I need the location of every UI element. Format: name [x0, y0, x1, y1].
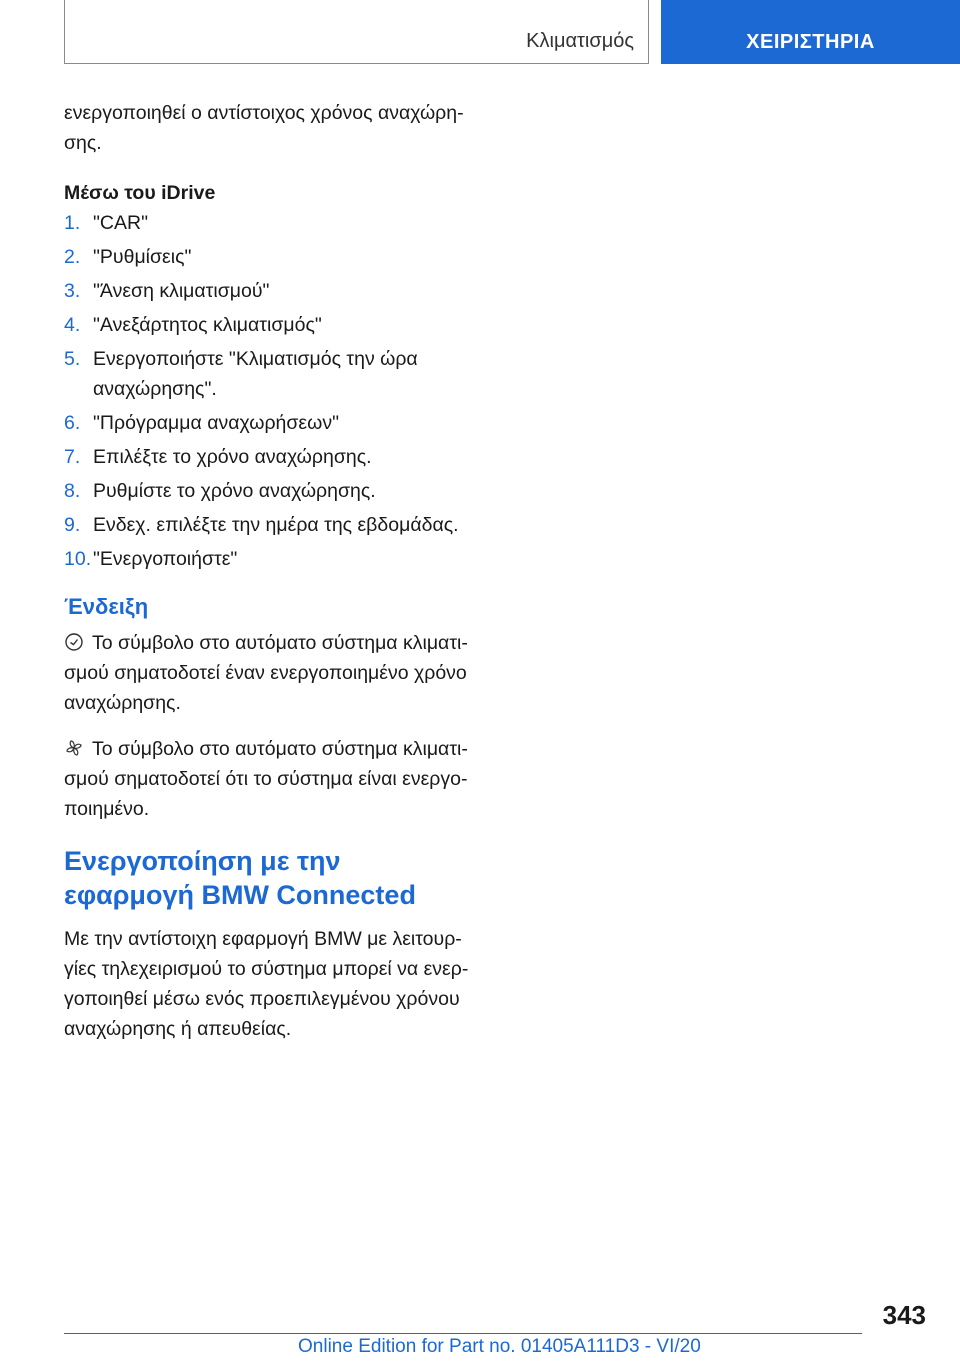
- step-item: [64, 544, 472, 574]
- section-body: Με την αντίστοιχη εφαρμογή BMW με λειτουρ-γίες τηλεχειρισμού το σύστημα μπορεί να ενερ-γοποιηθεί μέσω ενός προεπιλεγμένου χρόνου αναχώρησης ή απευθείας.: [64, 928, 469, 1040]
- main-column: [64, 98, 472, 1044]
- header-chapter-title: ΧΕΙΡΙΣΤΗΡΙΑ: [746, 31, 875, 53]
- step-item: [64, 276, 472, 306]
- step-text: "Ανεξάρτητος κλιματισμός": [93, 314, 322, 336]
- step-item: [64, 510, 472, 540]
- step-text: Ενδεχ. επιλέξτε την ημέρα της εβδομάδας.: [93, 514, 459, 536]
- step-text: Ενεργοποιήστε "Κλιματισμός την ώρα αναχώρησης".: [93, 348, 418, 400]
- step-text: "Ρυθμίσεις": [93, 246, 192, 268]
- note-clock: [64, 628, 472, 718]
- clock-icon: [64, 631, 84, 651]
- step-text: "Άνεση κλιματισμού": [93, 280, 270, 302]
- step-item: [64, 408, 472, 438]
- step-number: 6.: [64, 412, 81, 434]
- continuation-paragraph: ενεργοποιηθεί ο αντίστοιχος χρόνος αναχώρη-σης.: [64, 102, 464, 154]
- note-fan: [64, 734, 472, 824]
- step-item: [64, 242, 472, 272]
- step-number: 4.: [64, 314, 81, 336]
- fan-icon: [64, 737, 84, 757]
- note-clock-text: Το σύμβολο στο αυτόματο σύστημα κλιματι-σμού σηματοδοτεί έναν ενεργοποιημένο χρόνο αναχώρησης.: [64, 632, 468, 714]
- step-text: "Ενεργοποιήστε": [93, 548, 238, 570]
- note-fan-text: Το σύμβολο στο αυτόματο σύστημα κλιματι-σμού σηματοδοτεί ότι το σύστημα είναι ενεργο-ποιημένο.: [64, 738, 468, 820]
- header-section-title: Κλιματισμός: [526, 30, 634, 52]
- step-number: 10.: [64, 548, 92, 570]
- step-item: [64, 476, 472, 506]
- step-text: Επιλέξτε το χρόνο αναχώρησης.: [93, 446, 372, 468]
- step-item: [64, 208, 472, 238]
- step-text: "CAR": [93, 212, 149, 234]
- header-chapter-tab: [661, 0, 960, 64]
- footer-divider: [64, 1333, 862, 1334]
- step-item: [64, 344, 472, 404]
- step-text: Ρυθμίστε το χρόνο αναχώρησης.: [93, 480, 376, 502]
- section-title: Ενεργοποίηση με την εφαρμογή BMW Connected: [64, 846, 416, 910]
- step-item: [64, 442, 472, 472]
- step-number: 1.: [64, 212, 81, 234]
- step-number: 3.: [64, 280, 81, 302]
- step-number: 8.: [64, 480, 81, 502]
- header-section-box: [64, 0, 649, 64]
- footer-edition-text: Online Edition for Part no. 01405A111D3 - VI/20: [298, 1336, 701, 1357]
- step-number: 5.: [64, 348, 81, 370]
- step-text: "Πρόγραμμα αναχωρήσεων": [93, 412, 340, 434]
- step-number: 2.: [64, 246, 81, 268]
- page-number: 343: [882, 1300, 926, 1330]
- idrive-subheading: Μέσω του iDrive: [64, 182, 216, 204]
- step-number: 7.: [64, 446, 81, 468]
- step-item: [64, 310, 472, 340]
- step-number: 9.: [64, 514, 81, 536]
- steps-list: [64, 208, 472, 574]
- note-title: Ένδειξη: [64, 594, 149, 619]
